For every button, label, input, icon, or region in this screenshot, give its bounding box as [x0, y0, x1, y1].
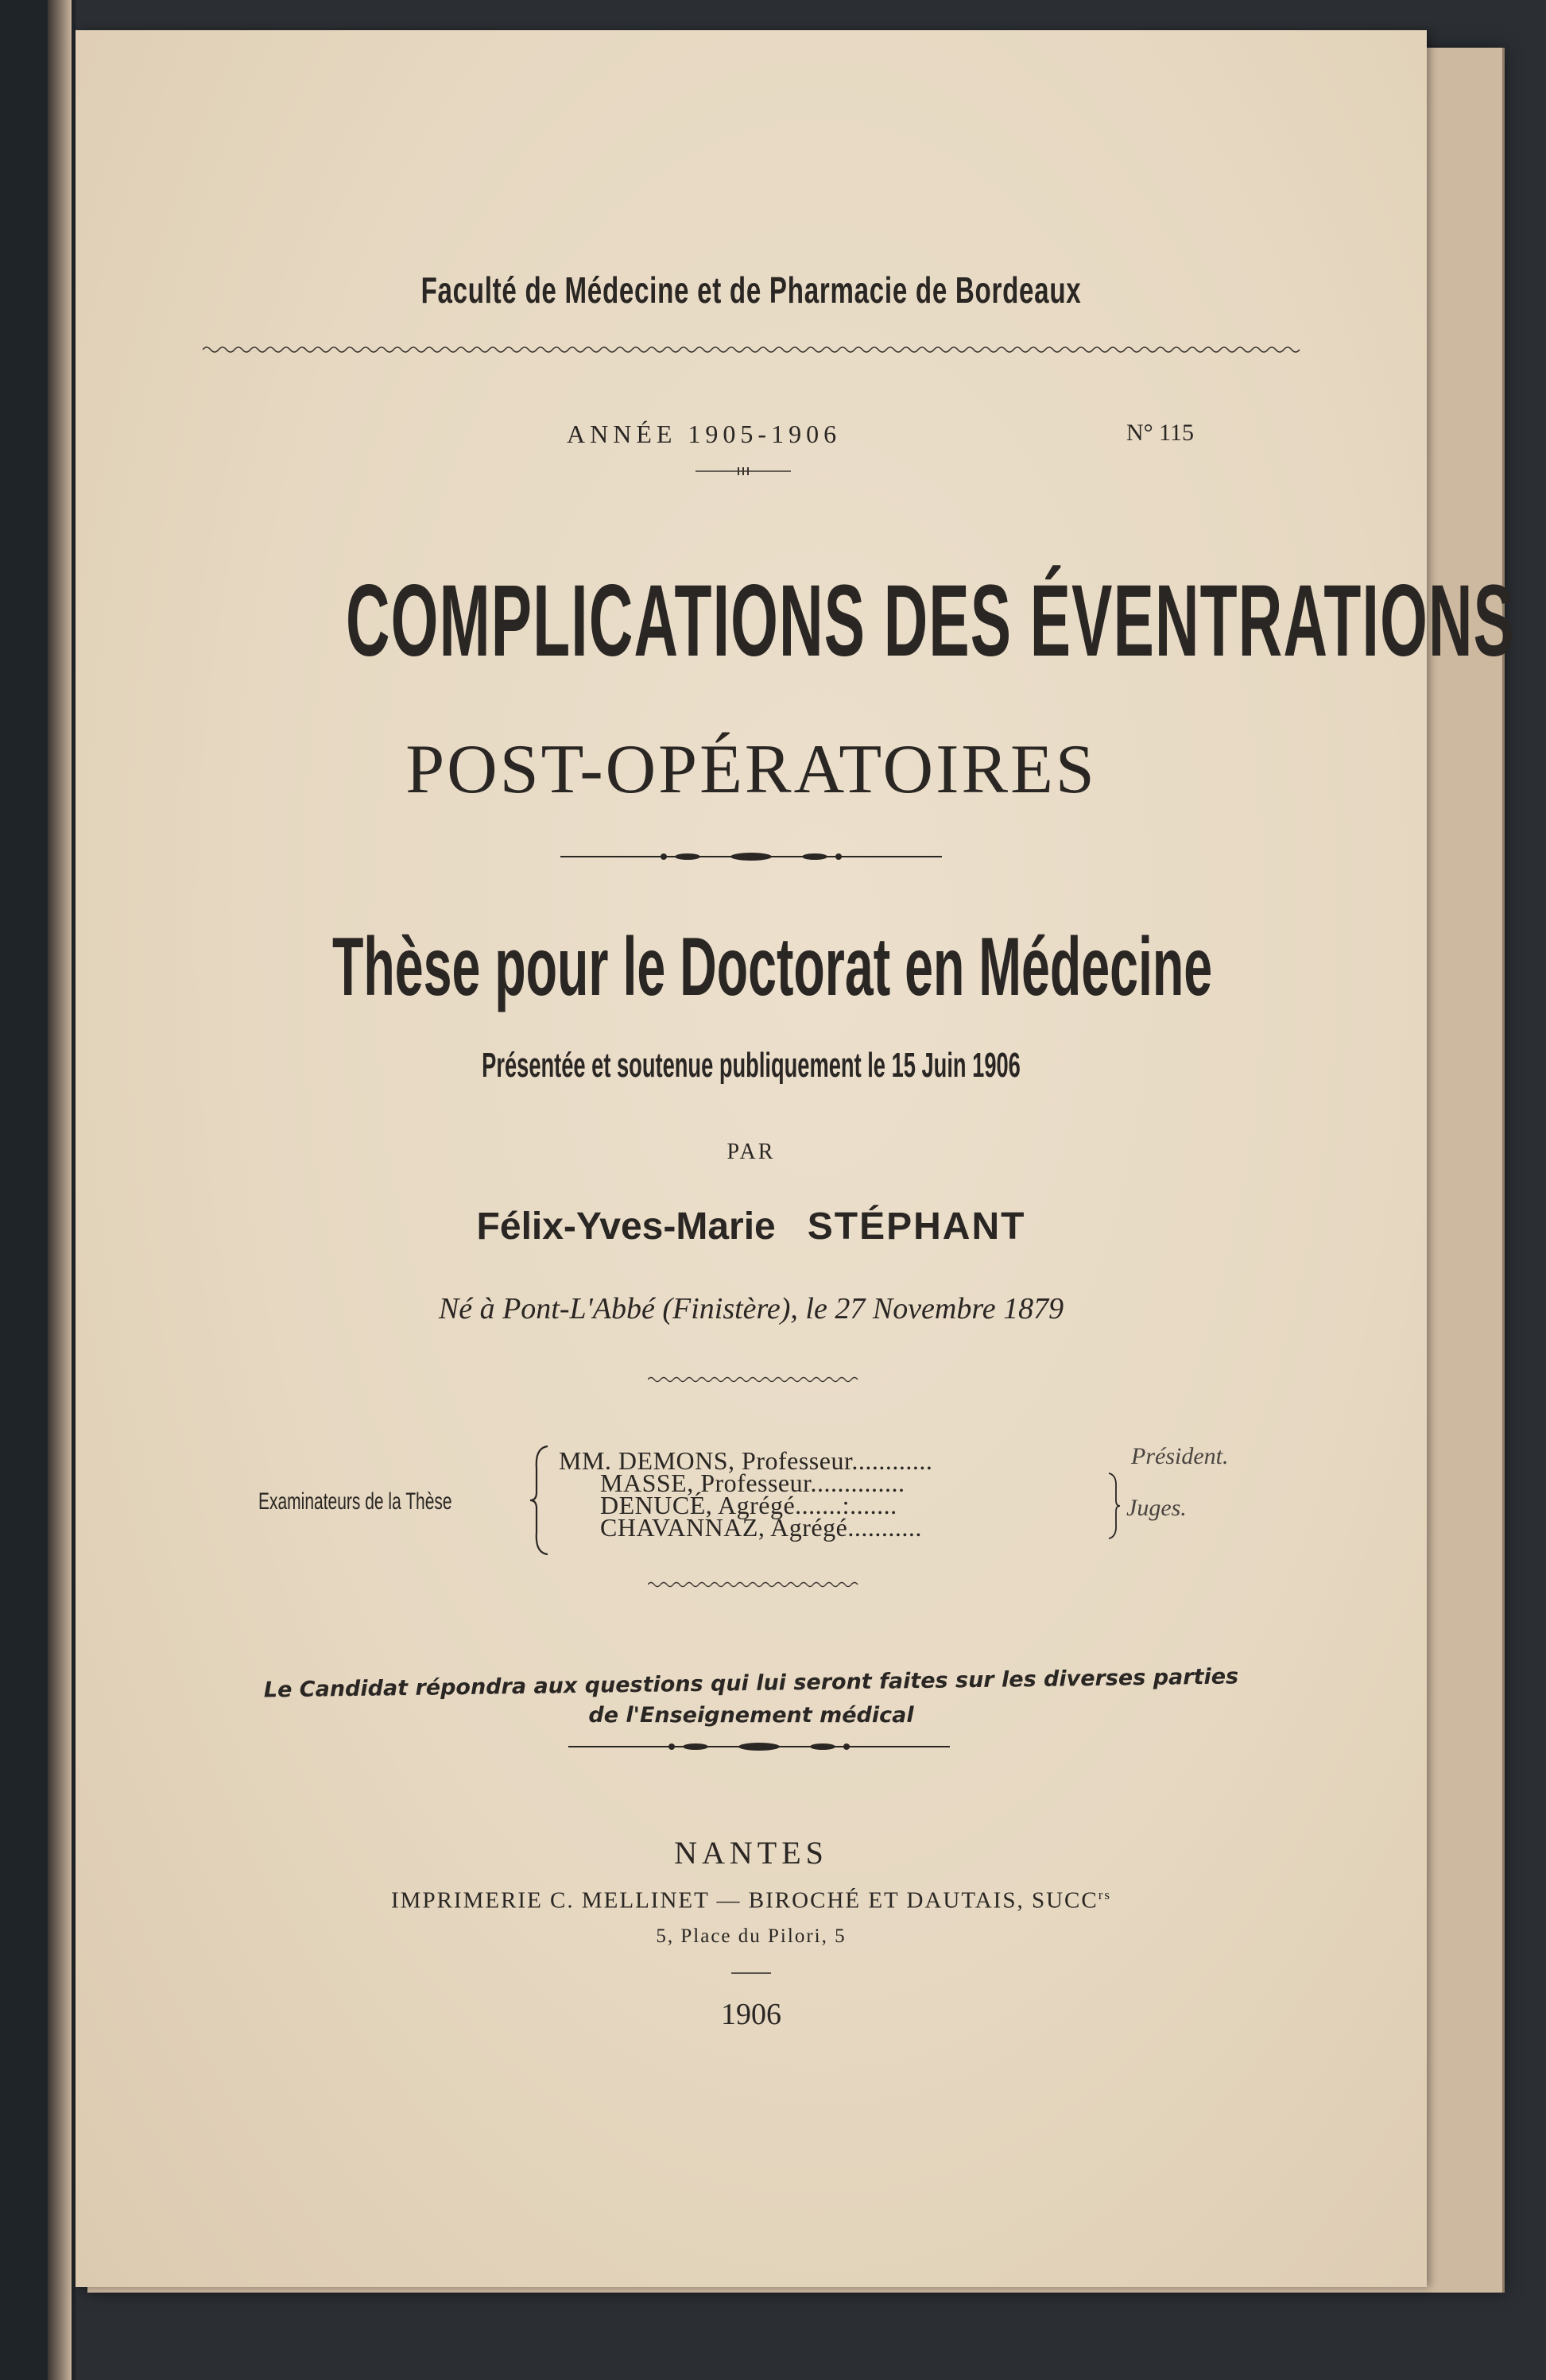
examiner-demons: MM. DEMONS, Professeur............ [559, 1446, 933, 1475]
author-first-names: Félix-Yves-Marie [476, 1205, 776, 1248]
author-birth: Né à Pont-L'Abbé (Finistère), le 27 Novembre 1879 [438, 1292, 1064, 1325]
judges-role: Juges. [1126, 1495, 1187, 1521]
ornament-rule-1 [560, 850, 942, 863]
title-page [76, 30, 1516, 2287]
candidate-notice-line2: de l'Enseignement médical [588, 1703, 914, 1728]
examiners-label: Examinateurs de la Thèse [258, 1488, 452, 1515]
examiner-chavannaz: CHAVANNAZ, Agrégé........... [600, 1513, 922, 1542]
small-ornament-rule [696, 466, 791, 477]
thesis-heading: Thèse pour le Doctorat en Médecine [332, 921, 1213, 1013]
printer-text: IMPRIMERIE C. MELLINET — BIROCHÉ ET DAUTAIS, SUCC [391, 1887, 1098, 1914]
publisher-city: NANTES [674, 1835, 828, 1871]
printer-name [76, 1887, 1427, 1914]
examiner-masse: MASSE, Professeur.............. [600, 1469, 905, 1497]
printer-suffix: rs [1098, 1887, 1111, 1902]
author-name [76, 1205, 1427, 1248]
by-label: PAR [727, 1140, 776, 1164]
publication-year: 1906 [721, 1998, 781, 2031]
academic-year: ANNÉE 1905-1906 [567, 420, 842, 448]
thesis-title-line1: COMPLICATIONS DES ÉVENTRATIONS [345, 564, 1516, 678]
examiners-brace [527, 1445, 551, 1556]
wavy-rule-mid [648, 1375, 862, 1384]
examiner-denuce: DENUCÉ, Agrégé.......:....... [600, 1491, 897, 1519]
printer-address: 5, Place du Pilori, 5 [656, 1925, 847, 1947]
ornament-rule-2 [568, 1740, 950, 1753]
faculty-header: Faculté de Médecine et de Pharmacie de Bordeaux [420, 269, 1082, 311]
president-role: Président. [1131, 1443, 1229, 1469]
wavy-rule-bottom [648, 1580, 862, 1589]
wavy-rule-top [203, 344, 1339, 355]
judges-brace [1106, 1472, 1122, 1540]
defense-date: Présentée et soutenue publiquement le 15 Juin 1906 [482, 1046, 1021, 1085]
short-dash [731, 1971, 771, 1976]
binding-edge [48, 0, 72, 2380]
thesis-number: N° 115 [1126, 420, 1195, 446]
thesis-title-line2: POST-OPÉRATOIRES [405, 731, 1097, 808]
candidate-notice-line1: Le Candidat répondra aux questions qui lui seront faites sur les diverses parties [263, 1664, 1239, 1703]
author-surname: STÉPHANT [807, 1205, 1026, 1248]
